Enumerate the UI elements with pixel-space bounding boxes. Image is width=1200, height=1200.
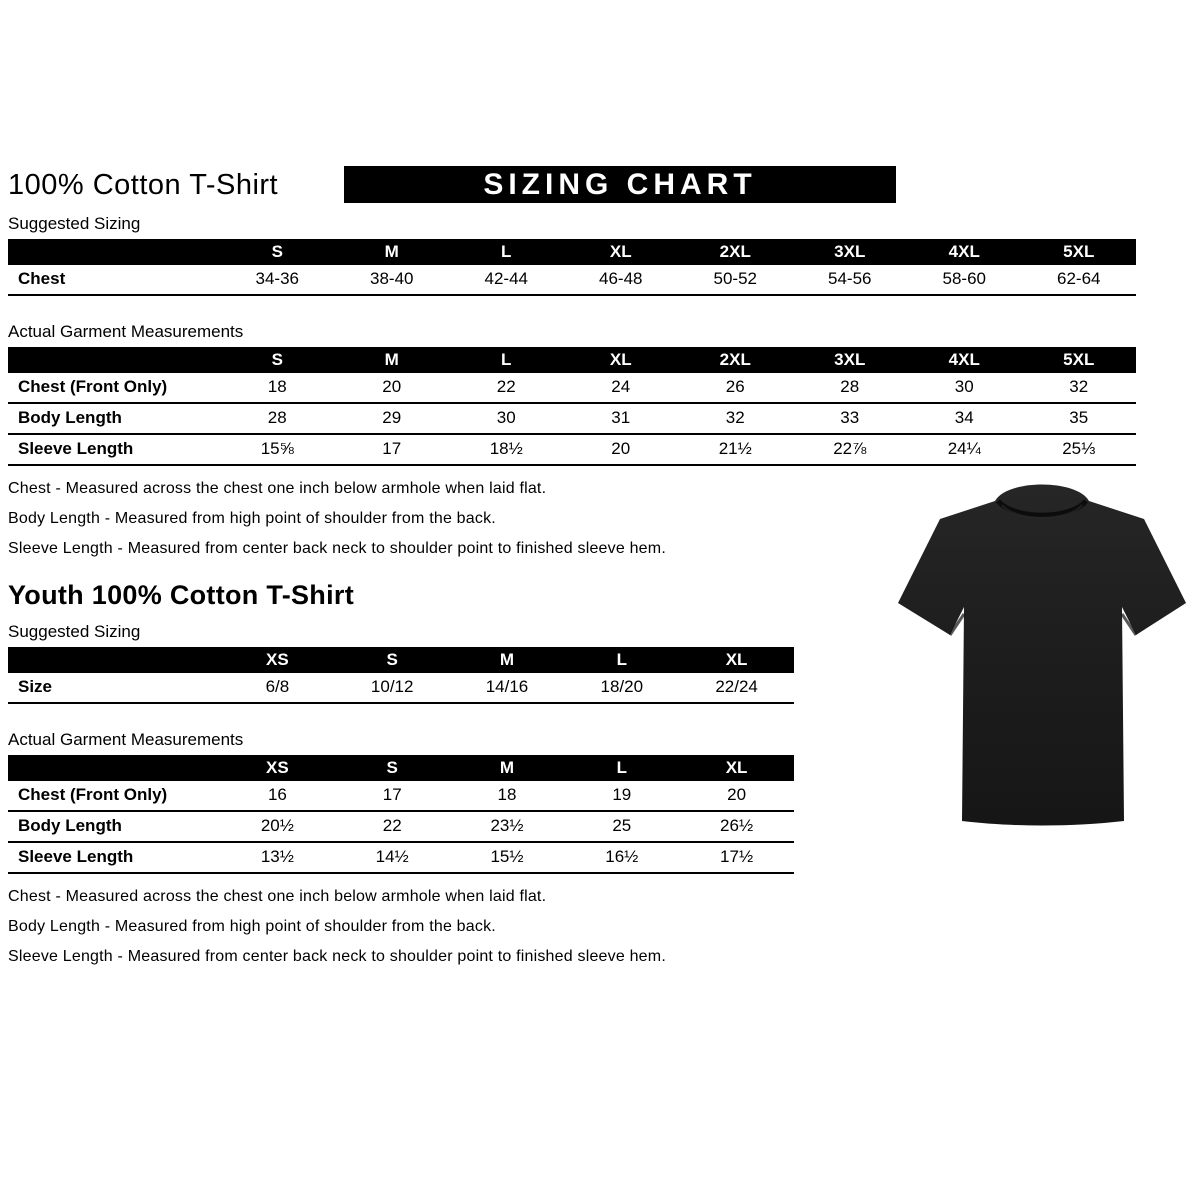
table-row [8,373,1136,403]
size-value: 19 [564,781,679,811]
row-label: Chest (Front Only) [8,781,220,811]
size-value: 58-60 [907,265,1022,295]
size-column-header: 3XL [793,239,908,265]
row-label: Body Length [8,811,220,842]
size-column-header: M [335,347,450,373]
size-column-header: L [564,647,679,673]
table-row [8,811,794,842]
youth-note-sleeve-length: Sleeve Length - Measured from center back neck to shoulder point to finished sleeve hem. [8,948,666,965]
size-value: 35 [1022,403,1137,434]
table-header-row [8,755,794,781]
size-value: 30 [907,373,1022,403]
size-value: 38-40 [335,265,450,295]
header-row [8,166,1200,203]
size-value: 18/20 [564,673,679,703]
size-column-header: XL [564,239,679,265]
size-column-header: M [450,647,565,673]
size-column-header: L [449,239,564,265]
size-column-header: S [220,239,335,265]
size-value: 62-64 [1022,265,1137,295]
size-value: 20 [679,781,794,811]
size-value: 23½ [450,811,565,842]
table-header-row [8,239,1136,265]
size-column-header: XL [679,755,794,781]
header-label-spacer [8,755,220,781]
size-value: 32 [678,403,793,434]
size-column-header: M [335,239,450,265]
header-label-spacer [8,647,220,673]
size-value: 14/16 [450,673,565,703]
table-row [8,781,794,811]
table-row [8,673,794,703]
size-value: 18 [220,373,335,403]
table-row [8,434,1136,465]
table-header-row [8,647,794,673]
size-value: 42-44 [449,265,564,295]
youth-notes [8,888,1200,966]
adult-actual-measurements-label: Actual Garment Measurements [8,322,244,341]
youth-note-body-length: Body Length - Measured from high point of shoulder from the back. [8,918,496,935]
size-value: 30 [449,403,564,434]
size-value: 46-48 [564,265,679,295]
size-value: 18 [450,781,565,811]
size-column-header: S [335,755,450,781]
size-value: 20 [564,434,679,465]
size-value: 24 [564,373,679,403]
youth-actual-measurements-table [8,755,794,874]
size-value: 17½ [679,842,794,873]
size-column-header: XS [220,647,335,673]
size-value: 24¼ [907,434,1022,465]
size-column-header: 4XL [907,239,1022,265]
size-column-header: 5XL [1022,347,1137,373]
row-label: Body Length [8,403,220,434]
size-value: 34 [907,403,1022,434]
size-value: 32 [1022,373,1137,403]
youth-actual-measurements-label: Actual Garment Measurements [8,730,244,749]
size-value: 17 [335,434,450,465]
header-label-spacer [8,239,220,265]
size-value: 28 [220,403,335,434]
size-value: 31 [564,403,679,434]
size-value: 18½ [449,434,564,465]
size-value: 16½ [564,842,679,873]
table-row [8,403,1136,434]
size-column-header: M [450,755,565,781]
size-value: 15⅝ [220,434,335,465]
size-value: 17 [335,781,450,811]
size-value: 22/24 [679,673,794,703]
size-value: 25 [564,811,679,842]
header-label-spacer [8,347,220,373]
black-tshirt-image [892,474,1192,836]
size-column-header: 5XL [1022,239,1137,265]
adult-note-sleeve-length: Sleeve Length - Measured from center back neck to shoulder point to finished sleeve hem. [8,540,666,557]
size-value: 22 [449,373,564,403]
size-value: 20 [335,373,450,403]
size-value: 15½ [450,842,565,873]
adult-section-title: 100% Cotton T-Shirt [8,169,279,201]
size-value: 29 [335,403,450,434]
row-label: Chest [8,265,220,295]
size-value: 16 [220,781,335,811]
size-column-header: 4XL [907,347,1022,373]
row-label: Size [8,673,220,703]
size-value: 25⅓ [1022,434,1137,465]
size-value: 20½ [220,811,335,842]
size-value: 6/8 [220,673,335,703]
size-value: 10/12 [335,673,450,703]
size-column-header: S [220,347,335,373]
size-value: 22 [335,811,450,842]
youth-suggested-sizing-label: Suggested Sizing [8,622,141,641]
size-value: 28 [793,373,908,403]
size-value: 26 [678,373,793,403]
table-header-row [8,347,1136,373]
adult-suggested-sizing-label: Suggested Sizing [8,214,141,233]
sizing-chart-banner: SIZING CHART [344,166,896,203]
table-row [8,265,1136,295]
size-value: 21½ [678,434,793,465]
size-value: 54-56 [793,265,908,295]
adult-note-chest: Chest - Measured across the chest one inch below armhole when laid flat. [8,480,547,497]
youth-suggested-sizing-table [8,647,794,704]
size-value: 13½ [220,842,335,873]
size-value: 26½ [679,811,794,842]
size-column-header: L [449,347,564,373]
row-label: Sleeve Length [8,434,220,465]
size-value: 33 [793,403,908,434]
size-column-header: XL [679,647,794,673]
adult-actual-measurements-table [8,347,1136,466]
size-value: 22⅞ [793,434,908,465]
size-column-header: 3XL [793,347,908,373]
size-column-header: XS [220,755,335,781]
row-label: Chest (Front Only) [8,373,220,403]
size-column-header: S [335,647,450,673]
size-column-header: 2XL [678,347,793,373]
size-value: 50-52 [678,265,793,295]
adult-note-body-length: Body Length - Measured from high point of shoulder from the back. [8,510,496,527]
size-column-header: 2XL [678,239,793,265]
youth-note-chest: Chest - Measured across the chest one inch below armhole when laid flat. [8,888,547,905]
size-value: 14½ [335,842,450,873]
row-label: Sleeve Length [8,842,220,873]
size-column-header: XL [564,347,679,373]
size-column-header: L [564,755,679,781]
table-row [8,842,794,873]
size-value: 34-36 [220,265,335,295]
youth-section-title: Youth 100% Cotton T-Shirt [8,580,354,610]
adult-suggested-sizing-table [8,239,1136,296]
